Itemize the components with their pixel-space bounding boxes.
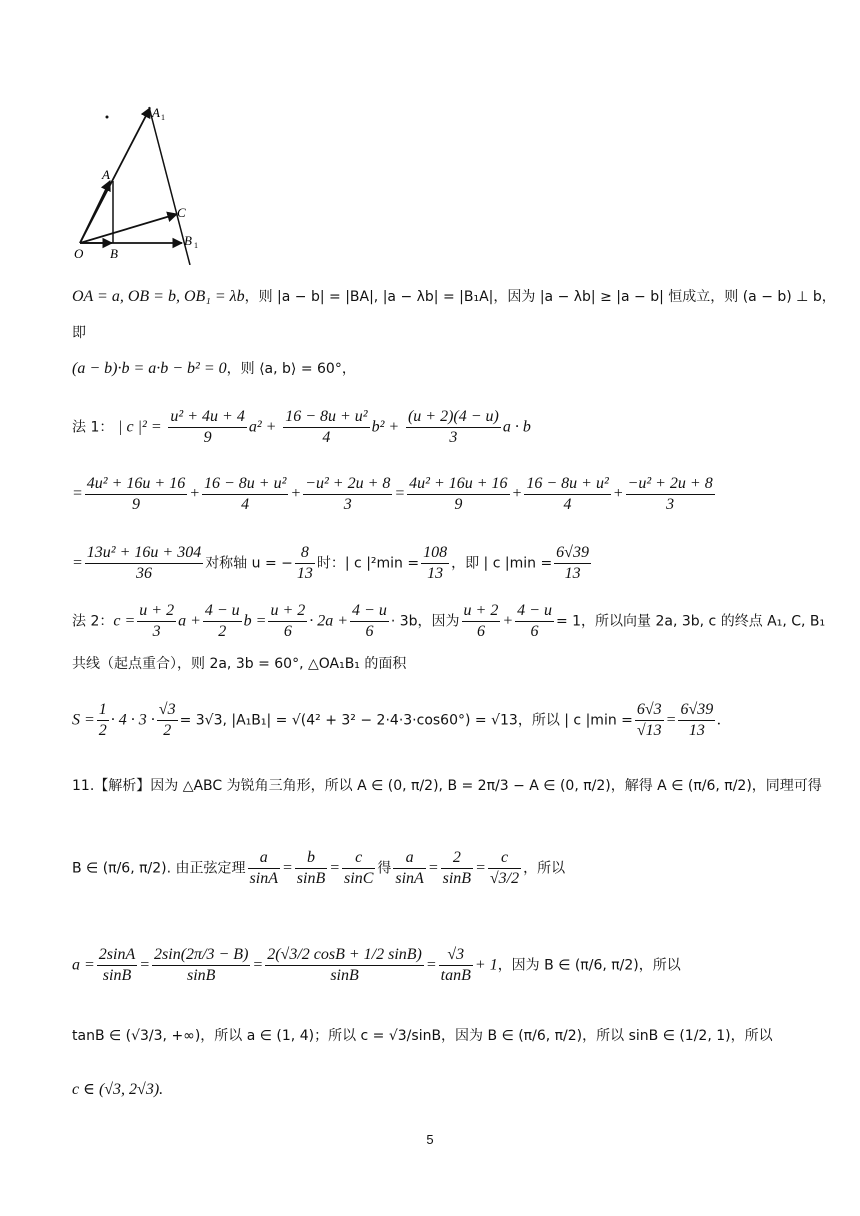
denominator: 3 [449,429,458,446]
numerator: 1 [97,700,109,721]
denominator: 9 [454,496,463,513]
denominator: 13 [688,722,705,739]
vector-OC [80,214,177,243]
c-eq: c = [113,612,136,630]
text-line-1 [72,286,836,307]
problem-11-line: 11.【解析】因为 △ABC 为锐角三角形，所以 A ∈ (0, π/2), B = 2π/3 − A ∈ (0, π/2)，解得 A ∈ (π/6, π/2)，同理可得 [72,778,822,794]
dot-mark [106,116,109,119]
denominator: 6 [283,623,292,640]
denominator: sinB [187,967,216,984]
page-number: 5 [426,1132,434,1147]
numerator: 13u² + 16u + 304 [85,543,203,564]
label-B: B [110,246,118,261]
S-eq: S = [72,711,95,729]
label-B1-sub: 1 [194,241,198,250]
term: · 2a + [309,612,349,630]
denominator: 2 [98,722,107,739]
denominator: 13 [427,565,444,582]
method-1-line [72,407,531,448]
fraction [393,848,425,889]
method-2-label: 法 2： [72,613,114,630]
min-text: 时：| c |²min = [316,555,420,572]
numerator: c [342,848,375,869]
fraction [441,848,473,889]
term: b = [243,612,267,630]
numerator: 6√39 [678,700,715,721]
term: 得 [377,860,392,877]
angle-result: ，则 ⟨a, b⟩ = 60°， [226,361,356,377]
numerator: u² + 4u + 4 [168,407,246,428]
denominator: 2 [163,722,172,739]
denominator: 2 [218,623,227,640]
numerator: 8 [295,543,315,564]
denominator: 6 [365,623,374,640]
fraction [626,474,715,515]
numerator: √3 [439,945,473,966]
term: + 1 [474,956,498,974]
min-text-2: ，即 | c |min = [451,555,553,572]
fraction [283,407,369,448]
numerator: 2 [441,848,473,869]
fraction [554,543,591,584]
text-line-2 [72,358,356,379]
fraction [406,407,501,448]
label-A: A [102,167,110,182]
collinear-line: 共线（起点重合），则 2a, 3b = 60°, △OA₁B₁ 的面积 [72,656,407,672]
numerator: a [248,848,280,869]
numerator: 108 [421,543,449,564]
area-line [72,700,721,741]
fraction [407,474,509,515]
denominator: 36 [135,565,152,582]
denominator: 6 [530,623,539,640]
c-squared: | c |² = [118,418,162,436]
denominator: 4 [563,496,572,513]
fraction [137,601,176,642]
term: · 4 · 3 · [110,711,155,729]
denominator: 6 [476,623,485,640]
sine-rule-line: B ∈ (π/6, π/2). 由正弦定理 $\frac{a}{\sin A}$ = $\frac{b}{\sin B}$ = $\frac{c}{\sin C}$ 得 $\frac{a}{\sin A}$ = $\frac{2}{\sin B}$ = $\frac{c}{√3/2}$ ，所以 [72,849,566,887]
denominator: sinB [330,967,359,984]
fraction [97,945,137,986]
numerator: 4 − u [203,601,242,622]
denominator: 13 [296,565,313,582]
numerator: b [295,848,327,869]
fraction [85,543,203,584]
term: = 1，所以向量 2a, 3b, c 的终点 A₁, C, B₁ [555,613,826,630]
denominator: √13 [636,722,662,739]
fraction [152,945,250,986]
numerator: u + 2 [462,601,501,622]
denominator: sinB [296,870,326,887]
fraction [168,407,246,448]
label-O: O [74,246,84,261]
numerator: 2sin(2π/3 − B) [152,945,250,966]
denominator: sinB [442,870,472,887]
denominator: 4 [322,429,331,446]
denominator: sinA [249,870,278,887]
vector-definitions: OA = a, OB = b, OB₁ = λb [72,288,245,305]
fraction [268,601,307,642]
fraction [85,474,187,515]
fraction [488,848,521,889]
fraction [295,848,327,889]
fraction [439,945,473,986]
fraction [248,848,280,889]
numerator: 6√3 [635,700,664,721]
fraction [342,848,375,889]
denominator: sinB [102,967,132,984]
fraction [265,945,424,986]
expansion-line: = $\frac{\text{4u² + 16u + 16}}{9}$ + $\frac{\text{16 − 8u + u²}}{4}$ + $\frac{\text{−u² + 2u + 8}}{3}$ = $\frac{\text{4u² + 16u + 16}}{9}$ + $\frac{\text{16 − 8u + u²}}{4}$ + $\frac{\text{−u² + 2u + 8}}{3}$ [72,475,713,513]
method-2-line [72,601,825,642]
denominator: sinA [395,870,424,887]
denominator: 9 [131,496,140,513]
numerator: (u + 2)(4 − u) [406,407,501,428]
numerator: 4u² + 16u + 16 [85,474,187,495]
denominator: √3/2 [489,870,520,887]
numerator: 2sinA [97,945,137,966]
term: a² + [248,418,277,436]
numerator: 6√39 [554,543,591,564]
numerator: −u² + 2u + 8 [303,474,392,495]
numerator: u + 2 [137,601,176,622]
term: = [665,711,677,729]
denominator: 3 [666,496,675,513]
term: · 3b，因为 [390,613,460,630]
denominator: 3 [152,623,161,640]
denominator: 4 [241,496,250,513]
label-B1: B [184,233,192,248]
numerator: 4u² + 16u + 16 [407,474,509,495]
fraction [350,601,389,642]
numerator: 16 − 8u + u² [524,474,610,495]
a-eq: a = [72,956,95,974]
term: b² + [371,418,400,436]
fraction [202,474,288,515]
c-range-line: c ∈ (√3, 2√3). [72,1081,164,1098]
label-A1-sub: 1 [161,113,165,122]
fraction [421,543,449,584]
dot-product-eq: (a − b)·b = a·b − b² = 0 [72,360,227,377]
term: ，所以 [523,860,566,877]
numerator: a [393,848,425,869]
denominator: 3 [343,496,352,513]
term: ，因为 B ∈ (π/6, π/2)，所以 [497,957,681,974]
label-C: C [177,205,186,220]
numerator: 16 − 8u + u² [202,474,288,495]
numerator: 4 − u [515,601,554,622]
fraction [524,474,610,515]
axis-text: 对称轴 u = − [205,555,293,572]
label-A1: A [152,105,160,120]
line1-text: ，则 |a − b| = |BA|, |a − λb| = |B₁A|，因为 |a − λb| ≥ |a − b| 恒成立，则 (a − b) ⊥ b， [244,289,836,305]
fraction [303,474,392,515]
fraction [462,601,501,642]
numerator: 2(√3/2 cosB + 1/2 sinB) [265,945,424,966]
numerator: 4 − u [350,601,389,622]
fraction [678,700,715,741]
denominator: 13 [564,565,581,582]
a-expression-line: a = $\frac{2\sin A}{\sin B}$ = $\frac{2\sin(2\pi/3 - B)}{\sin B}$ = $\frac{2(√3/2 \cos B + 1/2 \sin B)}{\sin B}$ = $\frac{√3}{\tan B}$ + 1，因为 B ∈ (π/6, π/2)，所以 [72,946,681,984]
denominator: 9 [203,429,212,446]
term: = 3√3, |A₁B₁| = √(4² + 3² − 2·4·3·cos60°) = √13，所以 | c |min = [179,712,633,729]
numerator: 16 − 8u + u² [283,407,369,428]
vector-OA [80,181,110,243]
numerator: u + 2 [268,601,307,622]
term: . [717,711,722,729]
numerator: −u² + 2u + 8 [626,474,715,495]
fraction [635,700,664,741]
term: a · b [502,418,531,436]
vector-figure [72,95,202,265]
term: a + [178,612,201,630]
term: + [502,612,514,630]
numerator: √3 [157,700,178,721]
numerator: c [488,848,521,869]
text-line-1b: 即 [72,325,86,341]
denominator: sinC [344,870,374,887]
method-1-label: 法 1： [72,419,114,436]
denominator: tanB [440,967,471,984]
fraction [295,543,315,584]
fraction [203,601,242,642]
term: B ∈ (π/6, π/2). 由正弦定理 [72,860,246,877]
fraction [515,601,554,642]
fraction [97,700,109,741]
minimum-line: = $\frac{\text{13u² + 16u + 304}}{36}$ 对称轴 u = − $\frac{8}{13}$ 时：| c |²min = $\frac{108}{13}$ ，即 | c |min = $\frac{6√39}{13}$ [72,544,589,582]
fraction [157,700,178,741]
range-line: tanB ∈ (√3/3, +∞)，所以 a ∈ (1, 4)；所以 c = √3/sinB，因为 B ∈ (π/6, π/2)，所以 sinB ∈ (1/2, 1)，所以 [72,1028,773,1044]
